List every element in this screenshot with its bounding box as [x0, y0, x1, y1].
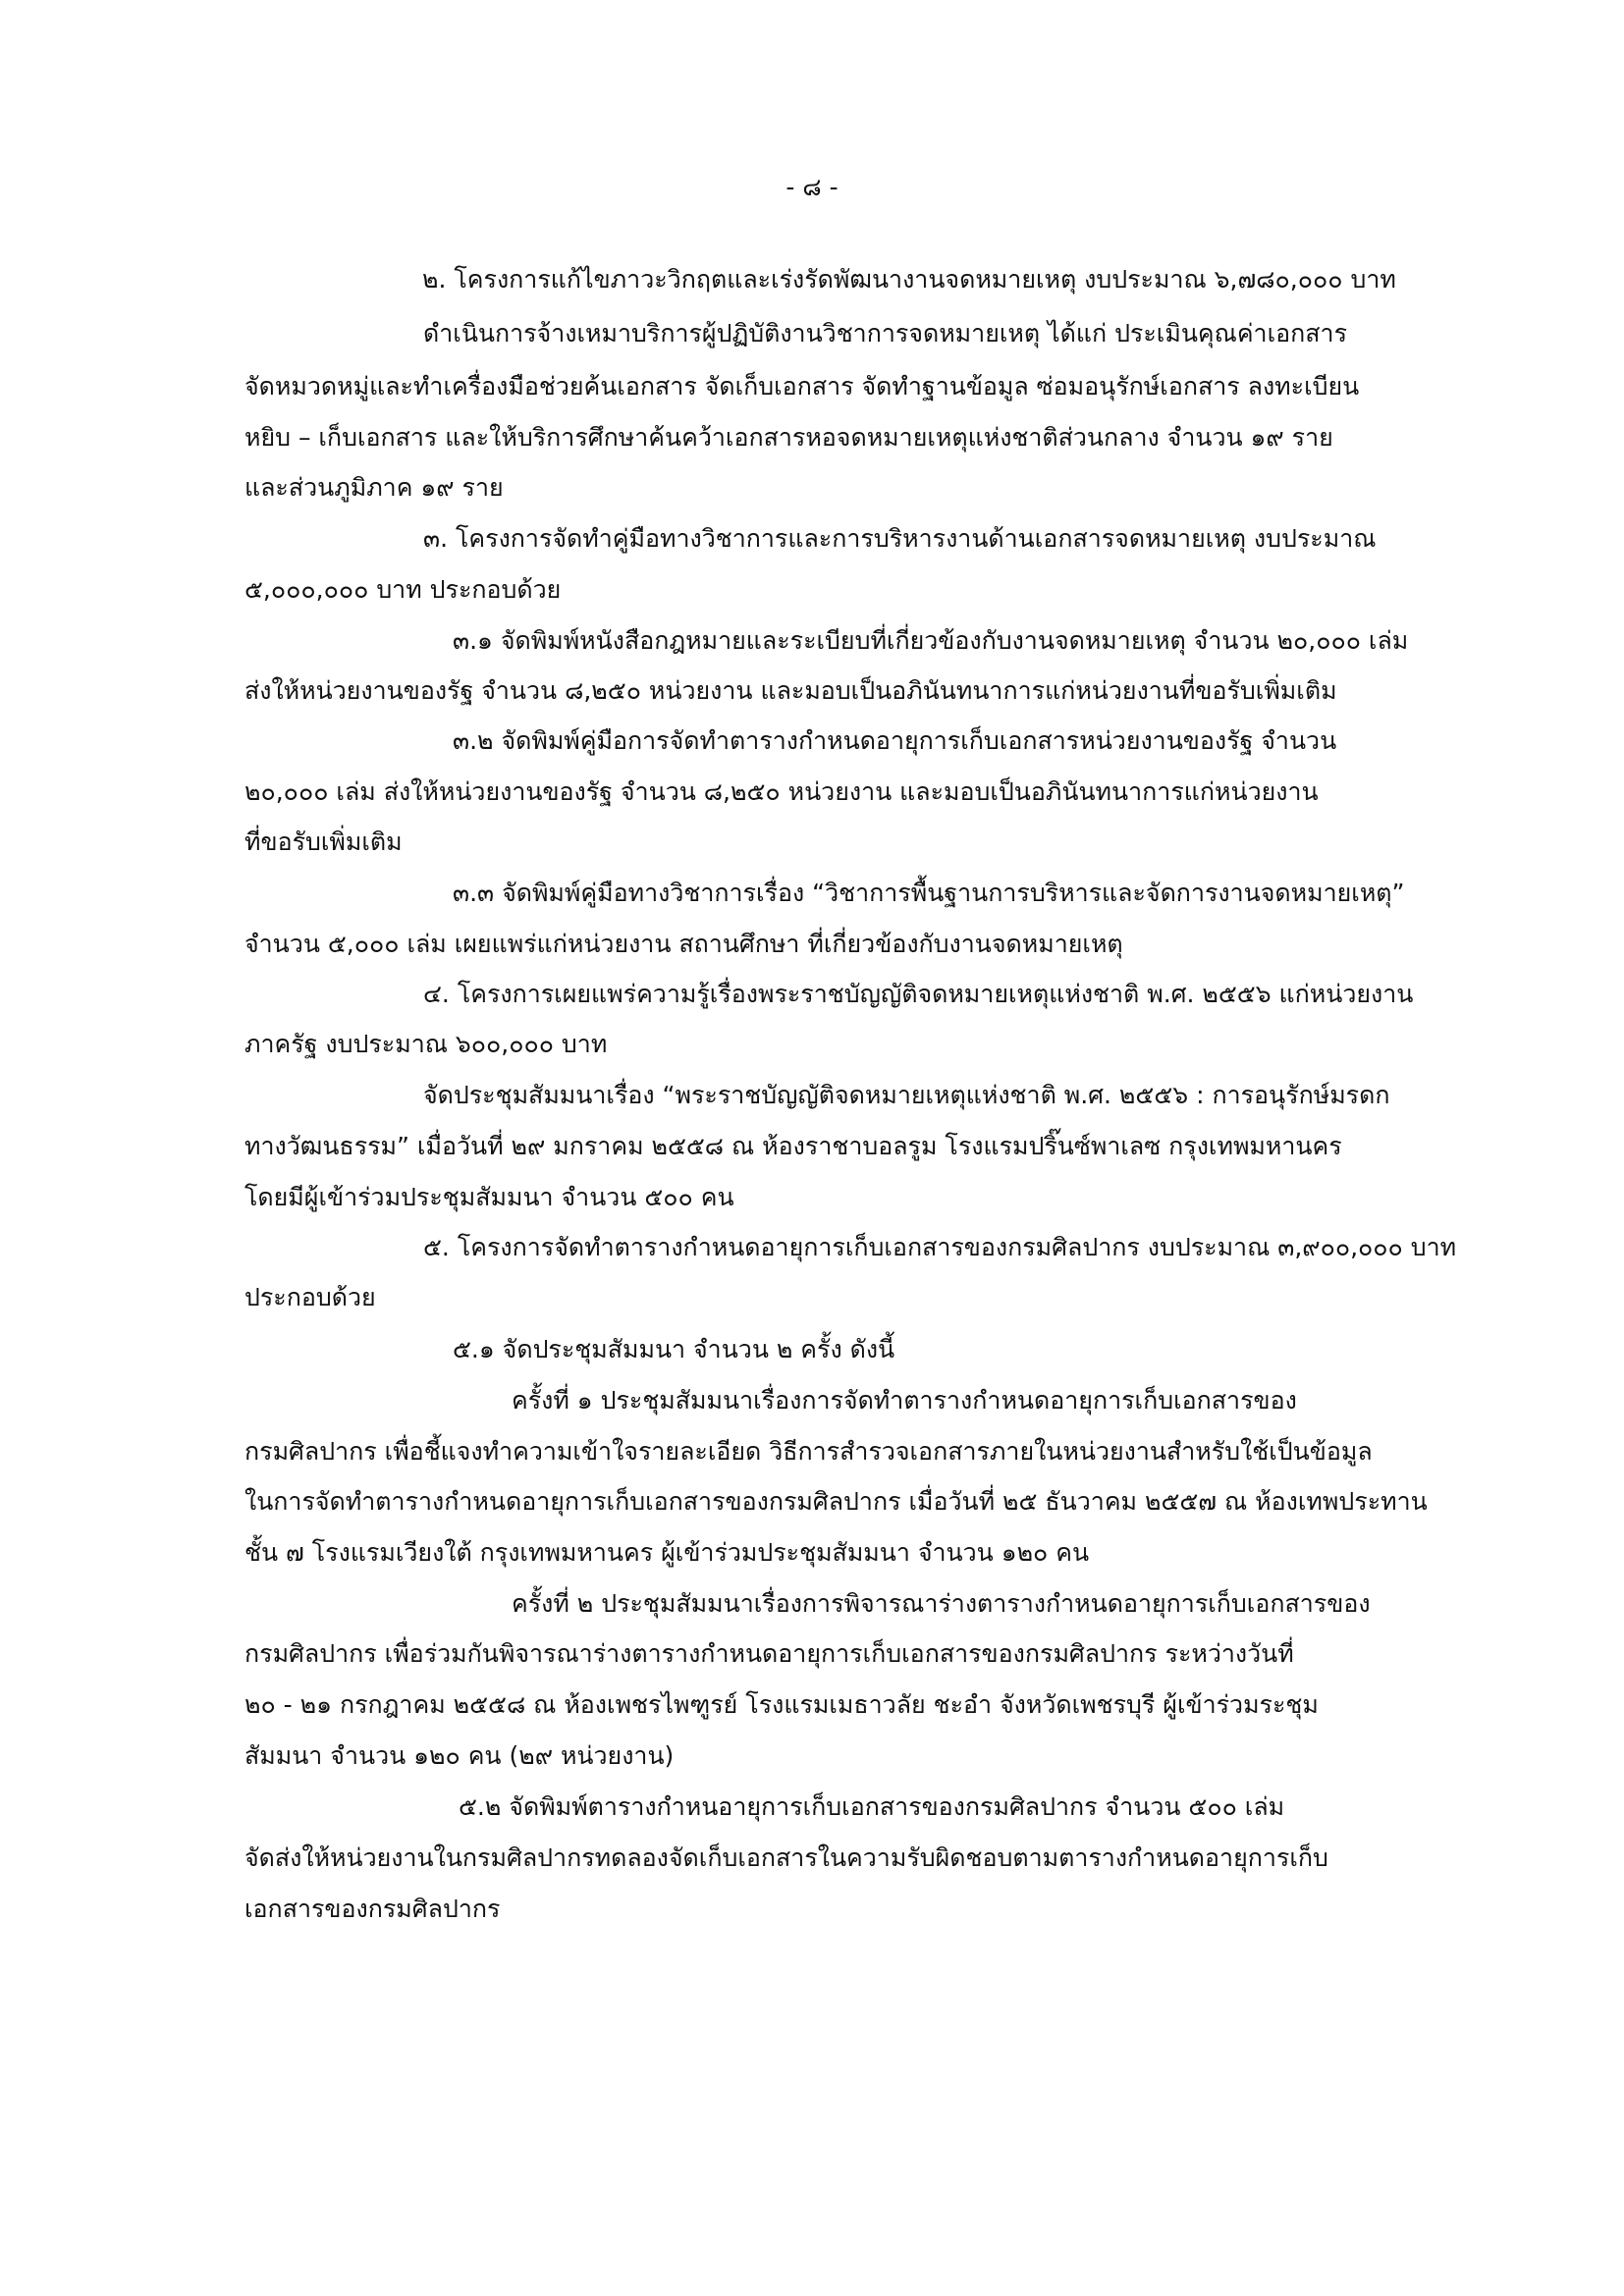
text-line: ครั้งที่ ๑ ประชุมสัมมนาเรื่องการจัดทำตารางกำหนดอายุการเก็บเอกสารของ	[512, 1386, 1297, 1415]
text-line: ๒. โครงการแก้ไขภาวะวิกฤตและเร่งรัดพัฒนางานจดหมายเหตุ งบประมาณ ๖,๗๘๐,๐๐๐ บาท	[422, 265, 1396, 294]
text-line: ประกอบด้วย	[244, 1283, 376, 1311]
text-line: ๓.๑ จัดพิมพ์หนังสือกฎหมายและระเบียบที่เกี่ยวข้องกับงานจดหมายเหตุ จำนวน ๒๐,๐๐๐ เล่ม	[453, 626, 1409, 655]
text-line: ครั้งที่ ๒ ประชุมสัมมนาเรื่องการพิจารณาร่างตารางกำหนดอายุการเก็บเอกสารของ	[512, 1589, 1371, 1618]
text-line: ในการจัดทำตารางกำหนดอายุการเก็บเอกสารของกรมศิลปากร เมื่อวันที่ ๒๕ ธันวาคม ๒๕๕๗ ณ ห้องเทพประทาน	[244, 1487, 1428, 1516]
text-line: ๓. โครงการจัดทำคู่มือทางวิชาการและการบริหารงานด้านเอกสารจดหมายเหตุ งบประมาณ	[423, 524, 1377, 553]
text-line: ๕. โครงการจัดทำตารางกำหนดอายุการเก็บเอกสารของกรมศิลปากร งบประมาณ ๓,๙๐๐,๐๐๐ บาท	[423, 1233, 1457, 1261]
text-line: ที่ขอรับเพิ่มเติม	[244, 828, 403, 856]
text-line: และส่วนภูมิภาค ๑๙ ราย	[244, 473, 504, 502]
text-line: กรมศิลปากร เพื่อร่วมกันพิจารณาร่างตารางกำหนดอายุการเก็บเอกสารของกรมศิลปากร ระหว่างวันที่	[244, 1639, 1294, 1668]
text-line: ๒๐,๐๐๐ เล่ม ส่งให้หน่วยงานของรัฐ จำนวน ๘,๒๕๐ หน่วยงาน และมอบเป็นอภินันทนาการแก่หน่วยงาน	[244, 777, 1319, 806]
text-line: ๓.๓ จัดพิมพ์คู่มือทางวิชาการเรื่อง “วิชาการพื้นฐานการบริหารและจัดการงานจดหมายเหตุ”	[453, 879, 1405, 907]
text-line: ดำเนินการจ้างเหมาบริการผู้ปฏิบัติงานวิชาการจดหมายเหตุ ได้แก่ ประเมินคุณค่าเอกสาร	[423, 319, 1348, 347]
text-line: ชั้น ๗ โรงแรมเวียงใต้ กรุงเทพมหานคร ผู้เข้าร่วมประชุมสัมมนา จำนวน ๑๒๐ คน	[244, 1538, 1090, 1567]
text-line: ๕,๐๐๐,๐๐๐ บาท ประกอบด้วย	[244, 575, 562, 604]
text-line: ๓.๒ จัดพิมพ์คู่มือการจัดทำตารางกำหนดอายุการเก็บเอกสารหน่วยงานของรัฐ จำนวน	[453, 726, 1337, 755]
text-line: จัดประชุมสัมมนาเรื่อง “พระราชบัญญัติจดหมายเหตุแห่งชาติ พ.ศ. ๒๕๕๖ : การอนุรักษ์มรดก	[423, 1081, 1390, 1109]
text-line: ทางวัฒนธรรม” เมื่อวันที่ ๒๙ มกราคม ๒๕๕๘ ณ ห้องราชาบอลรูม โรงแรมปริ๊นซ์พาเลซ กรุงเทพมหานคร	[244, 1132, 1342, 1160]
text-line: โดยมีผู้เข้าร่วมประชุมสัมมนา จำนวน ๕๐๐ คน	[244, 1183, 734, 1211]
text-line: ส่งให้หน่วยงานของรัฐ จำนวน ๘,๒๕๐ หน่วยงาน และมอบเป็นอภินันทนาการแก่หน่วยงานที่ขอรับเพิ่มเติม	[244, 676, 1337, 705]
text-line: ภาครัฐ งบประมาณ ๖๐๐,๐๐๐ บาท	[244, 1030, 608, 1058]
text-line: จัดส่งให้หน่วยงานในกรมศิลปากรทดลองจัดเก็บเอกสารในความรับผิดชอบตามตารางกำหนดอายุการเก็บ	[244, 1843, 1328, 1872]
text-line: ๒๐ - ๒๑ กรกฎาคม ๒๕๕๘ ณ ห้องเพชรไพฑูรย์ โรงแรมเมธาวลัย ชะอำ จังหวัดเพชรบุรี ผู้เข้าร่วมระชุม	[244, 1690, 1319, 1719]
text-line: ๕.๒ จัดพิมพ์ตารางกำหนอายุการเก็บเอกสารของกรมศิลปากร จำนวน ๕๐๐ เล่ม	[459, 1792, 1285, 1821]
text-line: ๕.๑ จัดประชุมสัมมนา จำนวน ๒ ครั้ง ดังนี้	[453, 1335, 895, 1363]
text-line: เอกสารของกรมศิลปากร	[244, 1895, 501, 1923]
page-number: - ๘ -	[785, 173, 839, 201]
text-line: สัมมนา จำนวน ๑๒๐ คน (๒๙ หน่วยงาน)	[244, 1741, 675, 1770]
text-line: จัดหมวดหมู่และทำเครื่องมือช่วยค้นเอกสาร จัดเก็บเอกสาร จัดทำฐานข้อมูล ซ่อมอนุรักษ์เอกสาร ลงทะเบียน	[244, 372, 1360, 400]
text-line: จำนวน ๕,๐๐๐ เล่ม เผยแพร่แก่หน่วยงาน สถานศึกษา ที่เกี่ยวข้องกับงานจดหมายเหตุ	[244, 930, 1123, 958]
text-line: หยิบ – เก็บเอกสาร และให้บริการศึกษาค้นคว้าเอกสารหอจดหมายเหตุแห่งชาติส่วนกลาง จำนวน ๑๙ ราย	[244, 423, 1333, 452]
text-line: กรมศิลปากร เพื่อชี้แจงทำความเข้าใจรายละเอียด วิธีการสำรวจเอกสารภายในหน่วยงานสำหรับใช้เป็นข้อมูล	[244, 1437, 1373, 1466]
text-line: ๔. โครงการเผยแพร่ความรู้เรื่องพระราชบัญญัติจดหมายเหตุแห่งชาติ พ.ศ. ๒๕๕๖ แก่หน่วยงาน	[423, 980, 1414, 1008]
